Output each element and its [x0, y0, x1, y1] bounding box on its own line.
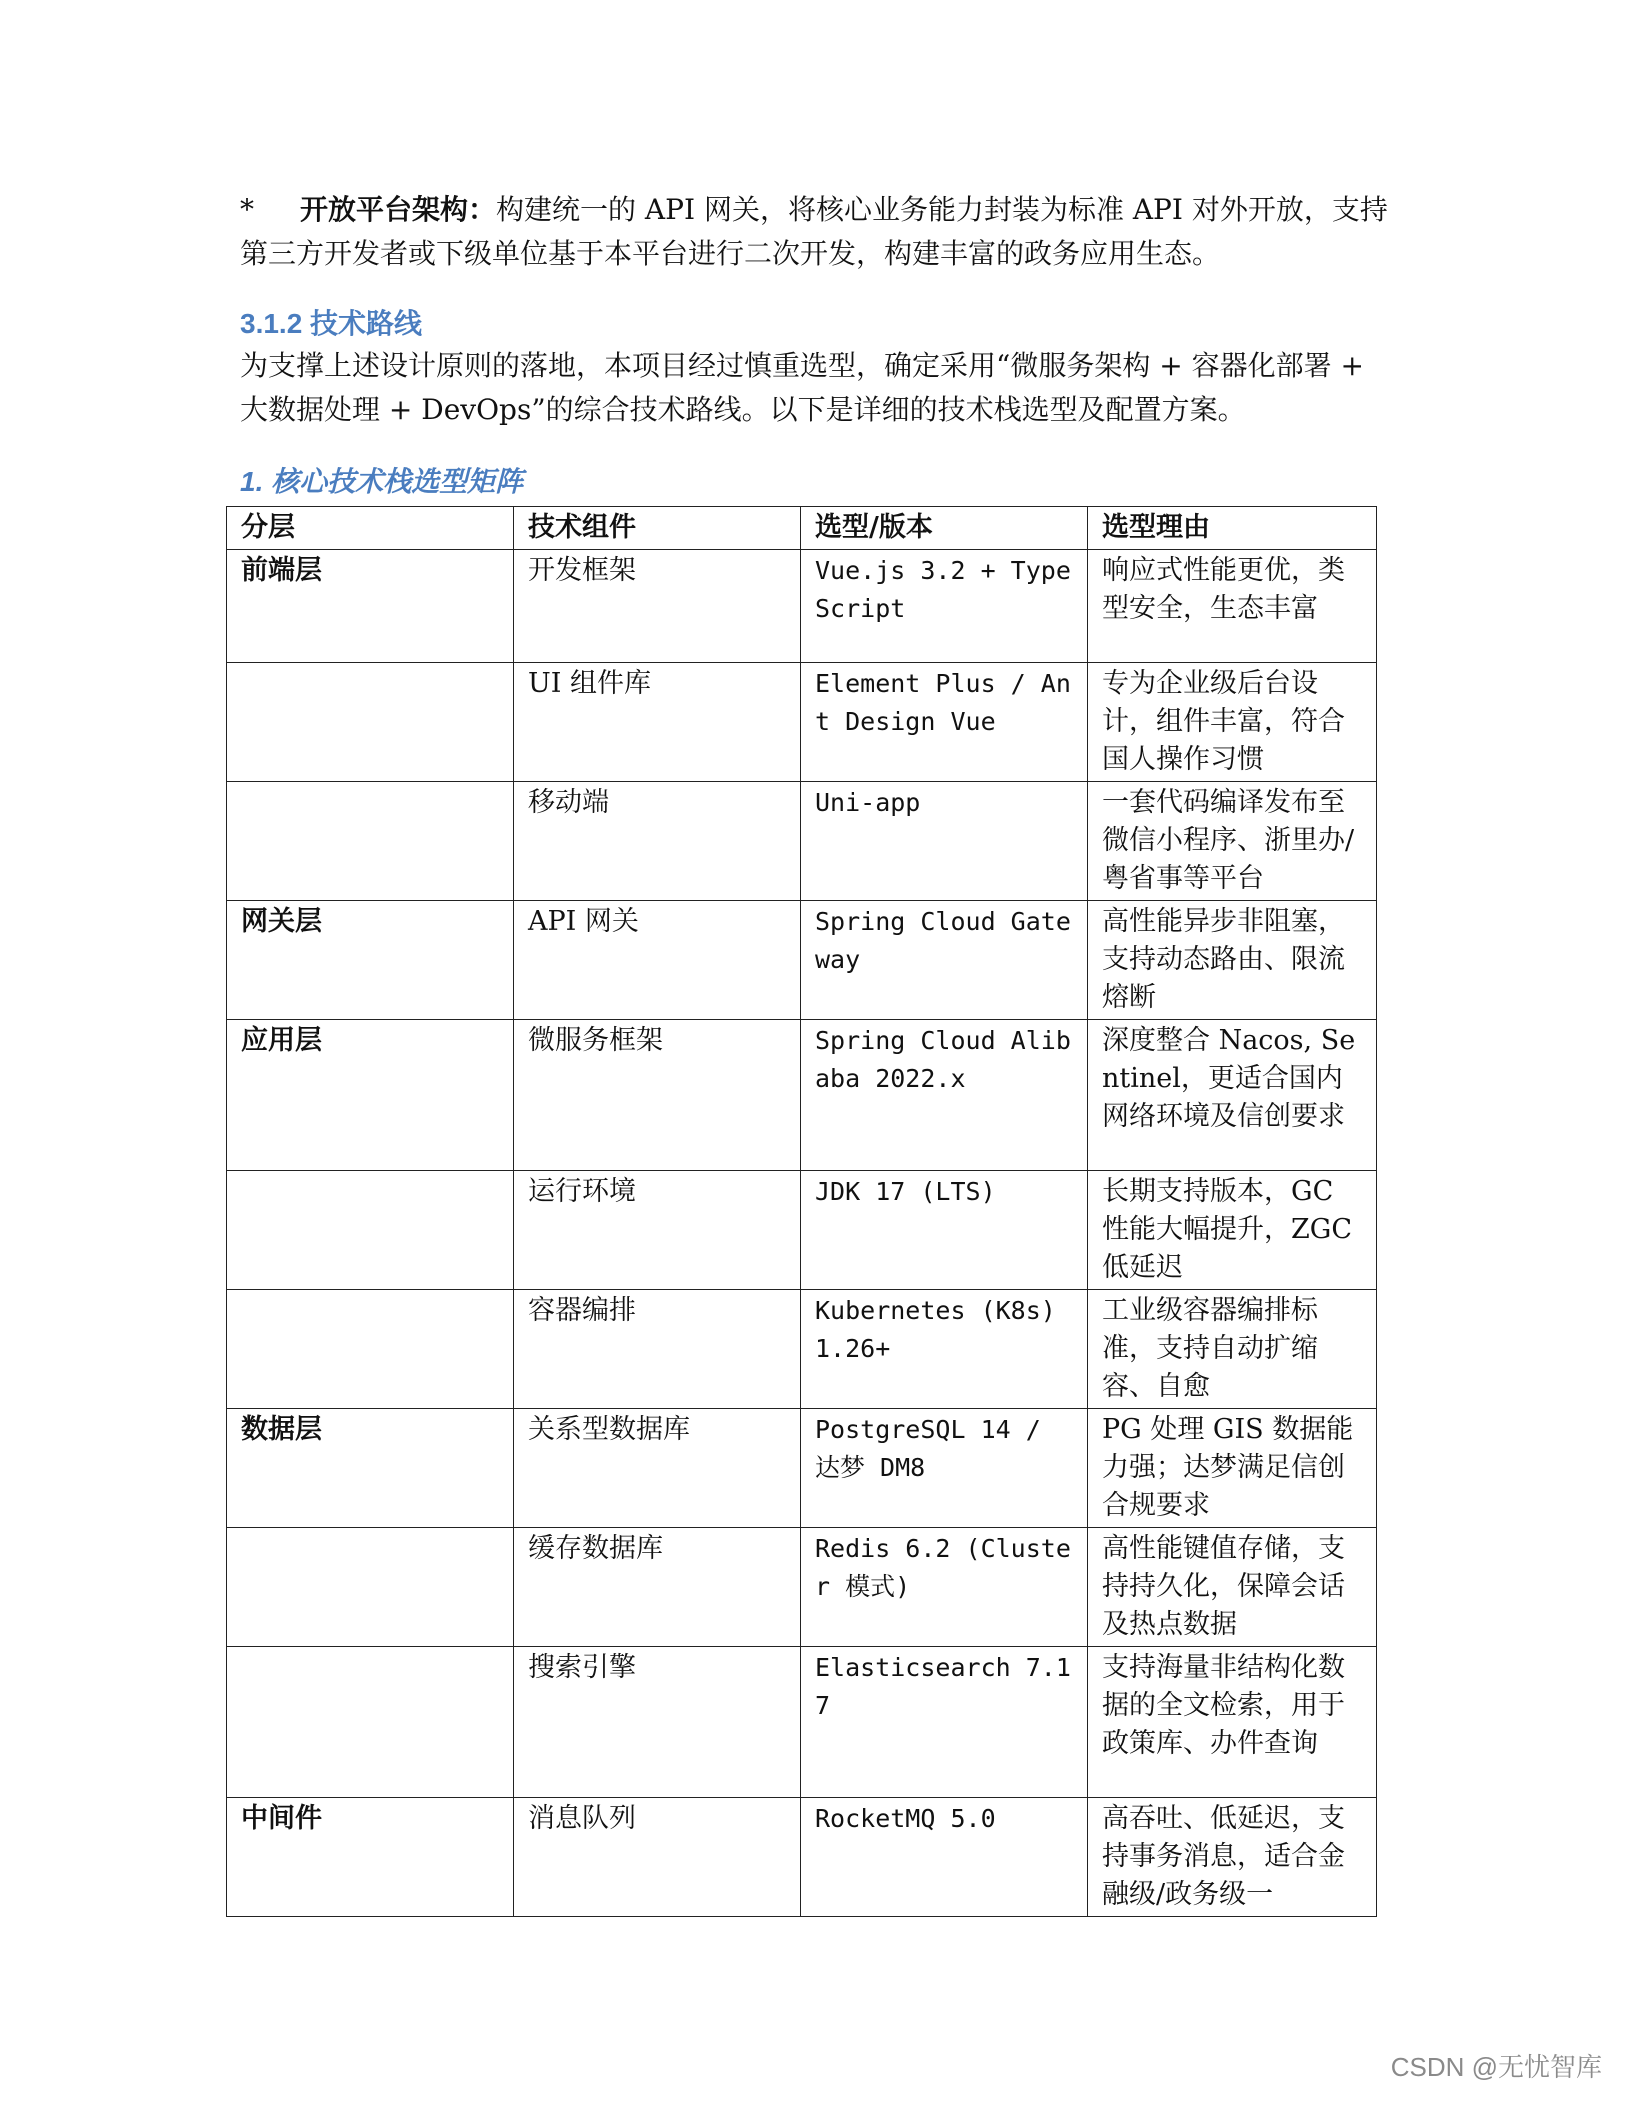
cell-version: Redis 6.2 (Cluster 模式) [801, 1528, 1088, 1647]
cell-reason: 高吞吐、低延迟，支持事务消息，适合金融级/政务级一 [1088, 1798, 1377, 1917]
table-row [227, 901, 1377, 1020]
header-component: 技术组件 [514, 507, 801, 550]
cell-layer: 前端层 [227, 550, 514, 663]
table-row [227, 1528, 1377, 1647]
cell-version: PostgreSQL 14 / 达梦 DM8 [801, 1409, 1088, 1528]
table-row [227, 1798, 1377, 1917]
cell-reason: 支持海量非结构化数据的全文检索，用于政策库、办件查询 [1088, 1647, 1377, 1798]
cell-component: UI 组件库 [514, 663, 801, 782]
table-row [227, 1020, 1377, 1171]
table-title: 1. 核心技术栈选型矩阵 [240, 466, 524, 497]
cell-reason: PG 处理 GIS 数据能力强；达梦满足信创合规要求 [1088, 1409, 1377, 1528]
header-reason: 选型理由 [1088, 507, 1377, 550]
cell-component: 微服务框架 [514, 1020, 801, 1171]
cell-reason: 高性能异步非阻塞，支持动态路由、限流熔断 [1088, 901, 1377, 1020]
cell-layer: 网关层 [227, 901, 514, 1020]
table-row [227, 550, 1377, 663]
cell-version: Vue.js 3.2 + TypeScript [801, 550, 1088, 663]
cell-layer: 应用层 [227, 1020, 514, 1171]
cell-reason: 长期支持版本，GC 性能大幅提升，ZGC 低延迟 [1088, 1171, 1377, 1290]
section-heading: 3.1.2 技术路线 [240, 308, 423, 339]
watermark: CSDN @无忧智库 [1390, 2052, 1602, 2082]
table-header-row [227, 507, 1377, 550]
cell-component: 移动端 [514, 782, 801, 901]
cell-version: Element Plus / Ant Design Vue [801, 663, 1088, 782]
cell-reason: 工业级容器编排标准，支持自动扩缩容、自愈 [1088, 1290, 1377, 1409]
table-row [227, 1647, 1377, 1798]
cell-component: 搜索引擎 [514, 1647, 801, 1798]
cell-version: Elasticsearch 7.17 [801, 1647, 1088, 1798]
cell-layer [227, 663, 514, 782]
bullet-bold-label: 开放平台架构： [300, 193, 497, 226]
cell-version: Spring Cloud Alibaba 2022.x [801, 1020, 1088, 1171]
table-row [227, 1409, 1377, 1528]
header-layer: 分层 [227, 507, 514, 550]
cell-component: 缓存数据库 [514, 1528, 801, 1647]
cell-component: API 网关 [514, 901, 801, 1020]
cell-reason: 深度整合 Nacos, Sentinel，更适合国内网络环境及信创要求 [1088, 1020, 1377, 1171]
cell-version: RocketMQ 5.0 [801, 1798, 1088, 1917]
cell-layer [227, 1528, 514, 1647]
cell-version: Kubernetes (K8s) 1.26+ [801, 1290, 1088, 1409]
bullet-marker: * [240, 193, 254, 226]
table-row [227, 1171, 1377, 1290]
header-version: 选型/版本 [801, 507, 1088, 550]
cell-component: 容器编排 [514, 1290, 801, 1409]
cell-version: Spring Cloud Gateway [801, 901, 1088, 1020]
cell-reason: 专为企业级后台设计，组件丰富，符合国人操作习惯 [1088, 663, 1377, 782]
cell-component: 关系型数据库 [514, 1409, 801, 1528]
cell-component: 消息队列 [514, 1798, 801, 1917]
cell-version: JDK 17 (LTS) [801, 1171, 1088, 1290]
cell-version: Uni-app [801, 782, 1088, 901]
table-row [227, 1290, 1377, 1409]
section-paragraph: 为支撑上述设计原则的落地，本项目经过慎重选型，确定采用“微服务架构 + 容器化部署 + 大数据处理 + DevOps”的综合技术路线。以下是详细的技术栈选型及配置方案。 [240, 349, 1364, 426]
cell-layer: 数据层 [227, 1409, 514, 1528]
bullet-text: 构建统一的 API 网关，将核心业务能力封装为标准 API 对外开放，支持第三方开发者或下级单位基于本平台进行二次开发，构建丰富的政务应用生态。 [240, 193, 1388, 270]
cell-layer: 中间件 [227, 1798, 514, 1917]
tech-stack-table [226, 506, 1377, 1917]
cell-reason: 响应式性能更优，类型安全，生态丰富 [1088, 550, 1377, 663]
table-row [227, 663, 1377, 782]
cell-reason: 一套代码编译发布至微信小程序、浙里办/粤省事等平台 [1088, 782, 1377, 901]
cell-layer [227, 1647, 514, 1798]
cell-layer [227, 1171, 514, 1290]
table-row [227, 782, 1377, 901]
cell-layer [227, 782, 514, 901]
cell-reason: 高性能键值存储，支持持久化，保障会话及热点数据 [1088, 1528, 1377, 1647]
cell-layer [227, 1290, 514, 1409]
cell-component: 运行环境 [514, 1171, 801, 1290]
bullet-paragraph [240, 188, 1390, 276]
cell-component: 开发框架 [514, 550, 801, 663]
